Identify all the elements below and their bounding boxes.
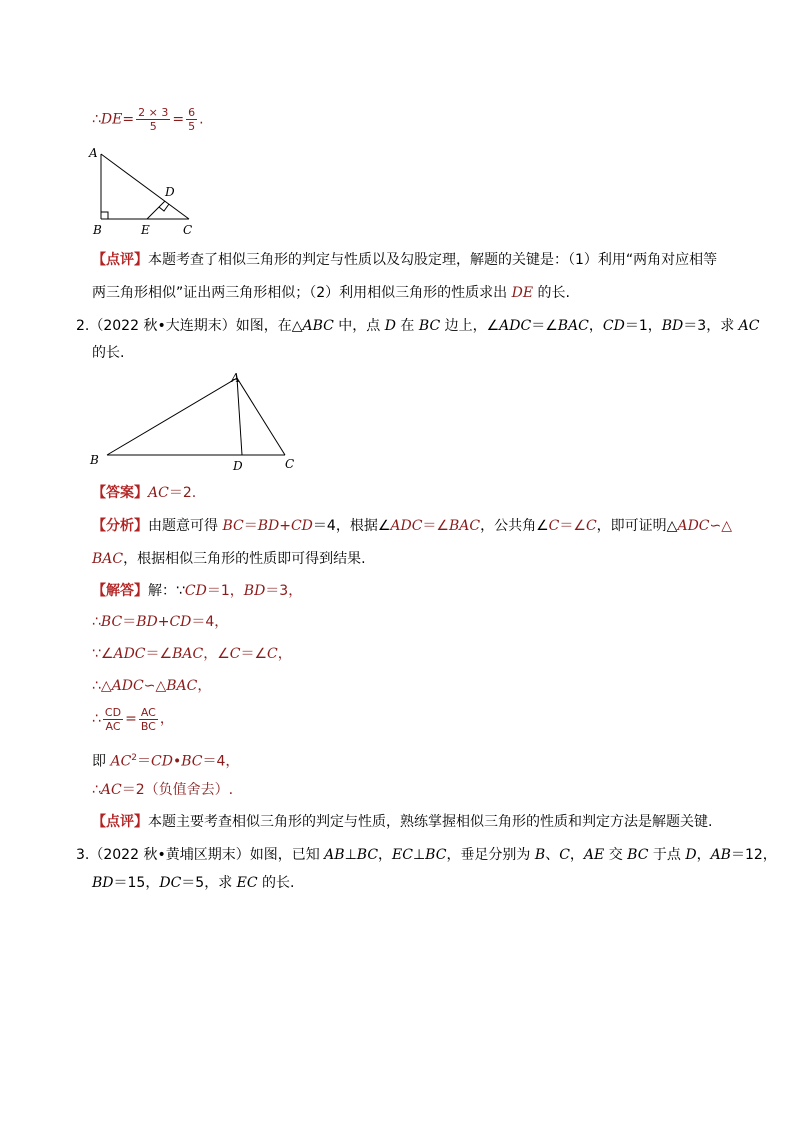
var: AB: [324, 847, 345, 863]
solution-text: ＝4，: [191, 614, 229, 630]
var: BC: [181, 753, 203, 770]
review-text: 的长.: [533, 285, 570, 301]
var: BC: [425, 847, 447, 863]
symbol: ，: [159, 711, 174, 727]
superscript: 2: [131, 753, 138, 763]
var: ADC: [113, 646, 146, 662]
right-angle-mark-b: [101, 212, 108, 219]
symbol: +: [157, 614, 170, 630]
solution-text: ＝4，: [202, 753, 240, 770]
equals-sign: =: [125, 711, 137, 727]
var: BC: [356, 847, 379, 863]
therefore-symbol: ∴: [92, 711, 101, 727]
question-text: 边上，∠: [440, 318, 500, 334]
var: BD: [136, 614, 158, 630]
fraction-numerator: 6: [188, 106, 196, 119]
var: AB: [710, 847, 731, 863]
review-1-line-2: [92, 283, 570, 303]
var: EC: [236, 875, 258, 891]
symbol: ∽△: [709, 518, 732, 534]
symbol: ＝: [122, 614, 137, 630]
solution-line-7: [92, 780, 233, 800]
therefore-symbol: ∴: [92, 782, 101, 798]
side-ac: [237, 378, 285, 455]
fraction-denominator: BC: [140, 719, 156, 733]
var: DC: [159, 875, 182, 891]
answer-tag: 【答案】: [92, 485, 148, 501]
var: B: [534, 847, 546, 863]
fraction-2x3-over-5: [136, 106, 170, 133]
equals-sign: =: [172, 111, 185, 128]
question-text: 中，点: [333, 318, 385, 334]
var: AC: [100, 782, 122, 798]
question-text: 交: [604, 847, 628, 863]
analysis-text: 由题意可得: [148, 518, 223, 534]
var: C: [229, 646, 241, 662]
solution-line-5: [92, 704, 174, 734]
review-tag: 【点评】: [92, 814, 148, 830]
symbol: ⊥: [344, 847, 357, 863]
question-text: ，垂足分别为: [446, 847, 535, 863]
solution-line-2: [92, 612, 228, 632]
question-text: ＝5，求: [181, 875, 237, 891]
var: D: [685, 847, 697, 863]
var: CD: [169, 614, 192, 630]
solution-text: 即: [92, 753, 111, 770]
question-2-line-2: [92, 343, 124, 363]
question-text: 的长.: [92, 345, 125, 361]
solution-text: ＝2（负值舍去）.: [121, 782, 234, 798]
var: BC: [418, 318, 441, 334]
var: C: [548, 518, 560, 534]
symbol: ∽△: [143, 678, 167, 694]
question-text: ＝∠: [531, 318, 558, 334]
symbol: ，: [277, 646, 292, 662]
var: ABC: [302, 318, 334, 334]
analysis-text: ，公共角∠: [480, 518, 549, 534]
solution-text: 解：∵: [148, 583, 185, 599]
label-b: B: [93, 223, 102, 237]
var: ADC: [111, 678, 144, 694]
question-text: 于点: [648, 847, 686, 863]
question-text: ，: [569, 847, 584, 863]
symbol: ＝: [243, 518, 258, 534]
question-text: 的长.: [257, 875, 295, 891]
label-d: D: [165, 185, 175, 199]
analysis-text: ，即可证明△: [596, 518, 678, 534]
question-text: （2022 秋•大连期末）如图，在△: [89, 318, 303, 334]
var: EC: [392, 847, 413, 863]
review-1-line-1: [92, 250, 717, 270]
question-text: ，: [588, 318, 603, 334]
fraction-numerator: AC: [139, 706, 158, 720]
symbol: +: [279, 518, 291, 534]
solution-line-6: [92, 748, 239, 772]
label-c: C: [183, 223, 193, 237]
solution-text: ＝3，: [265, 583, 303, 599]
label-e: E: [141, 223, 150, 237]
var: BAC: [166, 678, 198, 694]
fraction-cd-over-ac: [103, 706, 123, 733]
review-tag: 【点评】: [92, 252, 148, 268]
review-2-line: [92, 812, 712, 832]
label-d: D: [233, 459, 243, 473]
side-ab: [107, 378, 237, 455]
analysis-text: ，根据相似三角形的性质即可得到结果.: [123, 551, 366, 567]
question-text: 在: [395, 318, 419, 334]
symbol: ＝∠: [145, 646, 173, 662]
side-ac: [101, 154, 189, 219]
symbol: ＝∠: [559, 518, 586, 534]
var: C: [267, 646, 278, 662]
label-c: C: [285, 457, 295, 471]
var: CD: [290, 518, 313, 534]
var: BD: [243, 583, 266, 599]
symbol: ∵∠: [92, 646, 114, 662]
var: AC: [110, 753, 132, 770]
question-2-line-1: [76, 316, 759, 336]
symbol: ，∠: [203, 646, 230, 662]
var: ADC: [499, 318, 532, 334]
fraction-denominator: 5: [149, 120, 157, 133]
symbol: ＝: [137, 753, 152, 770]
question-number: 3.: [76, 847, 90, 863]
answer-value: ＝2.: [168, 485, 197, 501]
var: BC: [627, 847, 649, 863]
var: AC: [148, 485, 169, 501]
period: .: [199, 111, 204, 128]
question-text: ＝1，: [624, 318, 662, 334]
var: C: [585, 518, 597, 534]
var: BC: [100, 614, 123, 630]
fraction-numerator: 2 × 3: [138, 106, 169, 119]
solution-tag: 【解答】: [92, 583, 148, 599]
review-text: 本题考查了相似三角形的判定与性质以及勾股定理，解题的关键是：（1）利用“两角对应相等: [148, 252, 718, 268]
var: BAC: [557, 318, 589, 334]
solution-text: ＝1，: [206, 583, 244, 599]
therefore-symbol: ∴: [92, 111, 101, 128]
question-text: ，: [696, 847, 711, 863]
var: C: [559, 847, 570, 863]
analysis-line-2: [92, 549, 366, 569]
question-text: 、: [545, 847, 560, 863]
symbol: ∴△: [92, 678, 112, 694]
therefore-symbol: ∴: [92, 614, 101, 630]
var: CD: [184, 583, 207, 599]
var: D: [384, 318, 396, 334]
analysis-line-1: [92, 516, 732, 536]
var-de: DE: [100, 111, 123, 128]
question-3-line-2: [92, 873, 294, 893]
symbol: ＝∠: [240, 646, 268, 662]
var: AE: [583, 847, 605, 863]
symbol: •: [172, 753, 182, 770]
label-a: A: [89, 146, 98, 160]
analysis-tag: 【分析】: [92, 518, 148, 534]
var: BAC: [448, 518, 481, 534]
label-a: A: [231, 371, 240, 385]
var: BAC: [92, 551, 124, 567]
var: CD: [602, 318, 625, 334]
question-text: ＝3，求: [683, 318, 739, 334]
segment-ad: [237, 378, 242, 455]
symbol: ，: [197, 678, 212, 694]
var: BD: [92, 875, 114, 891]
answer-line: [92, 483, 196, 503]
var: BC: [222, 518, 244, 534]
var: AC: [738, 318, 760, 334]
solution-line-3: [92, 644, 292, 664]
solution-line-4: [92, 676, 211, 696]
question-number: 2.: [76, 318, 90, 334]
fraction-denominator: AC: [105, 719, 121, 733]
question-text: ，: [378, 847, 393, 863]
figure-triangle-abc-with-d: [85, 368, 305, 473]
review-text: 本题主要考查相似三角形的判定与性质，熟练掌握相似三角形的性质和判定方法是解题关键.: [148, 814, 713, 830]
var: BAC: [172, 646, 204, 662]
solution-line-1: [92, 581, 302, 601]
var: CD: [151, 753, 173, 770]
question-text: ＝15，: [113, 875, 160, 891]
review-text: 两三角形相似”证出两三角形相似；（2）利用相似三角形的性质求出: [92, 285, 512, 301]
result-de: [92, 106, 204, 133]
fraction-ac-over-bc: [139, 706, 158, 733]
symbol: ⊥: [412, 847, 426, 863]
figure-right-triangle-abc: [85, 142, 205, 237]
fraction-denominator: 5: [188, 120, 196, 133]
symbol: ＝∠: [422, 518, 449, 534]
var: BD: [661, 318, 684, 334]
analysis-text: ＝4，根据∠: [312, 518, 391, 534]
question-3-line-1: [76, 845, 777, 865]
question-text: ＝12，: [730, 847, 777, 863]
var: ADC: [677, 518, 710, 534]
var: BD: [257, 518, 280, 534]
var-de: DE: [511, 285, 534, 301]
fraction-6-over-5: [186, 106, 197, 133]
label-b: B: [90, 453, 99, 467]
fraction-numerator: CD: [104, 705, 122, 719]
equals-sign: =: [122, 111, 135, 128]
var: ADC: [390, 518, 423, 534]
question-text: （2022 秋•黄埔区期末）如图，已知: [89, 847, 325, 863]
